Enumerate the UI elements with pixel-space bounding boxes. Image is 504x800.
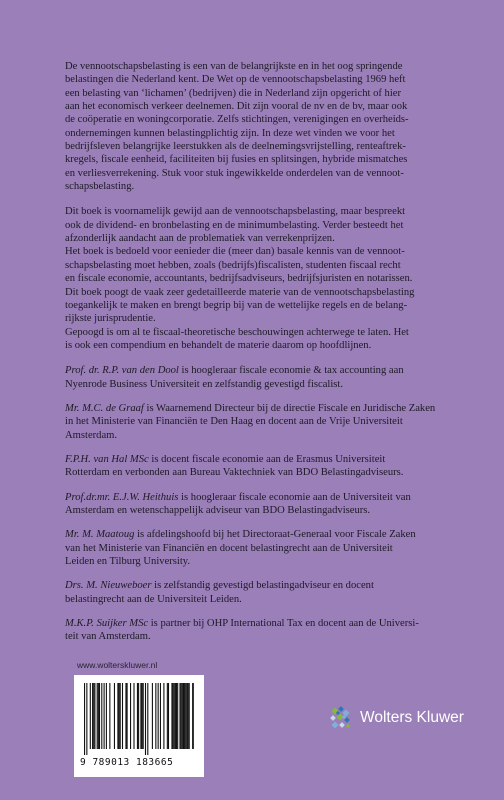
- about-line: toegankelijk te maken en brengt begrip bij van de wettelijke regels en de belang-: [65, 299, 408, 311]
- intro-line: de coöperatie en woningcorporatie. Zelfs stichtingen, verenigingen en overheids-: [65, 114, 409, 126]
- barcode-bar: [142, 683, 143, 749]
- barcode-bar: [183, 683, 184, 749]
- author-description: belastingrecht aan de Universiteit Leiden.: [65, 593, 242, 605]
- logo-tile: [346, 724, 350, 728]
- intro-paragraph: [65, 60, 460, 193]
- barcode-bar: [182, 683, 183, 749]
- author-bio-line: [65, 579, 460, 592]
- barcode-bar: [114, 683, 115, 749]
- author-bio: [65, 364, 460, 391]
- author-bio-line: [65, 378, 460, 391]
- author-bio-line: [65, 491, 460, 504]
- barcode-bar: [192, 683, 193, 749]
- barcode-bar: [94, 683, 95, 749]
- author-bio-line: [65, 617, 460, 630]
- author-name: Prof. dr. R.P. van den Dool: [65, 365, 179, 377]
- barcode-bar: [125, 683, 126, 749]
- about-line: Gepoogd is om al te fiscaal-theoretische beschouwingen achterwege te laten. Het: [65, 326, 409, 338]
- author-bio-line: [65, 504, 460, 517]
- logo-tile: [339, 722, 345, 728]
- barcode-bar: [93, 683, 94, 749]
- logo-tile: [330, 715, 336, 721]
- about-line: Het boek is bedoeld voor eenieder die (meer dan) basale kennis van de vennoot-: [65, 246, 405, 258]
- barcode-bar: [155, 683, 156, 749]
- author-bio-line: [65, 402, 460, 415]
- barcode-bar: [167, 683, 168, 749]
- publisher-logo: [326, 703, 464, 733]
- barcode-bar: [171, 683, 172, 749]
- intro-line: ondernemingen kunnen belastingplichtig zijn. In deze wet vinden we voor het: [65, 127, 395, 139]
- author-description: Leiden en Tilburg University.: [65, 556, 191, 567]
- barcode-bar: [109, 683, 110, 749]
- barcode-bar: [175, 683, 176, 749]
- barcode-bar: [193, 683, 194, 749]
- author-name: F.P.H. van Hal MSc: [65, 453, 149, 465]
- author-description: Nyenrode Business Universiteit en zelfstandig gevestigd fiscalist.: [65, 378, 344, 390]
- author-description: Amsterdam en wetenschappelijk adviseur van BDO Belastingadviseurs.: [65, 504, 371, 516]
- author-bio-line: [65, 555, 460, 568]
- about-line: ook de dividend- en bronbelasting en de minimumbelasting. Verder besteedt het: [65, 219, 404, 231]
- about-line: rijkste jurisprudentie.: [65, 313, 156, 325]
- intro-line: een belasting van ‘lichamen’ (bedrijven) die in Nederland zijn opgericht of hier: [65, 87, 402, 99]
- author-bio-line: [65, 630, 460, 643]
- author-description: is hoogleraar fiscale economie aan de Universiteit van: [178, 491, 411, 503]
- barcode-bar: [188, 683, 189, 749]
- intro-line: aan het economisch verkeer deelnemen. Dit zijn vooral de nv en de bv, maar ook: [65, 101, 408, 113]
- author-bio-line: [65, 542, 460, 555]
- author-description: is hoogleraar fiscale economie & tax accounting aan: [178, 365, 404, 377]
- barcode-bar: [92, 683, 93, 749]
- barcode-bar: [176, 683, 177, 749]
- barcode-bar: [90, 683, 91, 749]
- author-bio-line: [65, 415, 460, 428]
- wolters-kluwer-logo-icon: [326, 704, 354, 732]
- about-line: afzonderlijk aandacht aan de problematiek van verrekenprijzen.: [65, 233, 335, 245]
- barcode-bar: [177, 683, 178, 749]
- author-bio-line: [65, 466, 460, 479]
- barcode-bar: [104, 683, 105, 749]
- barcode-bar: [147, 683, 148, 755]
- barcode-bar: [117, 683, 118, 749]
- author-description: is partner bij OHP International Tax en docent aan de Universi-: [148, 618, 419, 630]
- barcode-bar: [84, 683, 85, 755]
- barcode-bar: [101, 683, 102, 749]
- barcode-bar: [174, 683, 175, 749]
- barcode-bars: [84, 683, 194, 755]
- barcode-bar: [179, 683, 180, 749]
- barcode-bar: [138, 683, 139, 749]
- author-description: is zelfstandig gevestigd belastingadviseur en docent: [151, 580, 374, 592]
- author-bio: [65, 617, 460, 644]
- barcode-bar: [163, 683, 164, 749]
- barcode-bar: [152, 683, 153, 749]
- barcode-bar: [173, 683, 174, 749]
- intro-line: belastingen die Nederland kent. De Wet op de vennootschapsbelasting 1969 heft: [65, 74, 406, 86]
- about-paragraph: [65, 205, 460, 352]
- about-line: Dit boek poogt de vaak zeer gedetailleerde materie van de vennootschapsbelasting: [65, 286, 415, 298]
- author-description: Rotterdam en verbonden aan Bureau Vaktechniek van BDO Belastingadviseurs.: [65, 467, 404, 479]
- barcode-bar: [185, 683, 186, 749]
- author-bio-line: [65, 453, 460, 466]
- about-line: is ook een compendium en behandelt de materie daarom op hoofdlijnen.: [65, 339, 372, 351]
- publisher-name: Wolters Kluwer: [360, 709, 464, 726]
- author-description: van het Ministerie van Financiën en docent belastingrecht aan de Universiteit: [65, 542, 393, 554]
- author-bio: [65, 491, 460, 518]
- barcode-bar: [99, 683, 100, 749]
- barcode-bar: [186, 683, 187, 749]
- author-description: is Waarnemend Directeur bij de directie Fiscale en Juridische Zaken: [143, 402, 436, 414]
- barcode-bar: [158, 683, 159, 749]
- author-name: M.K.P. Suijker MSc: [65, 618, 149, 630]
- author-bio-line: [65, 429, 460, 442]
- about-line: schapsbelasting moet hebben, zoals (bedrijfs)fiscalisten, studenten fiscaal recht: [65, 259, 401, 271]
- barcode-bar: [98, 683, 99, 749]
- barcode-bar: [145, 683, 146, 755]
- logo-tile: [331, 721, 338, 728]
- barcode-bar: [122, 683, 123, 749]
- barcode-bar: [106, 683, 107, 749]
- barcode-bar: [189, 683, 190, 749]
- logo-tile: [338, 706, 344, 712]
- intro-line: en verliesverrekening. Stuk voor stuk ingewikkelde onderdelen van de vennoot-: [65, 167, 404, 179]
- author-description: is afdelingshoofd bij het Directoraat-Generaal voor Fiscale Zaken: [134, 529, 416, 541]
- barcode-bar: [86, 683, 87, 755]
- barcode-bar: [168, 683, 169, 749]
- website-url[interactable]: www.wolterskluwer.nl: [77, 660, 158, 670]
- author-bio: [65, 528, 460, 568]
- barcode-bar: [120, 683, 121, 749]
- barcode-bar: [133, 683, 134, 749]
- barcode-bar: [181, 683, 182, 749]
- barcode-bar: [137, 683, 138, 749]
- author-name: Prof.dr.mr. E.J.W. Heithuis: [65, 491, 179, 503]
- author-bio: [65, 579, 460, 606]
- barcode-bar: [160, 683, 161, 749]
- barcode: [74, 675, 204, 777]
- author-bios: [65, 364, 460, 644]
- barcode-bar: [140, 683, 141, 749]
- author-description: teit van Amsterdam.: [65, 631, 151, 643]
- author-bio: [65, 402, 460, 442]
- barcode-bar: [127, 683, 128, 749]
- barcode-bar: [130, 683, 131, 749]
- barcode-bar: [119, 683, 120, 749]
- barcode-bar: [97, 683, 98, 749]
- author-name: Mr. M.C. de Graaf: [65, 402, 144, 414]
- author-bio-line: [65, 593, 460, 606]
- author-description: is docent fiscale economie aan de Erasmus Universiteit: [148, 453, 386, 465]
- author-name: Drs. M. Nieuweboer: [65, 580, 152, 592]
- isbn-number: 9 789013 183665: [80, 757, 174, 768]
- author-bio-line: [65, 528, 460, 541]
- about-line: Dit boek is voornamelijk gewijd aan de vennootschapsbelasting, maar bespreekt: [65, 206, 406, 218]
- intro-line: schapsbelasting.: [65, 181, 135, 193]
- author-description: Amsterdam.: [65, 429, 118, 441]
- author-bio: [65, 453, 460, 480]
- author-name: Mr. M. Maatoug: [65, 529, 135, 541]
- intro-line: De vennootschapsbelasting is een van de belangrijkste en in het oog springende: [65, 61, 403, 72]
- author-description: in het Ministerie van Financiën te Den Haag en docent aan de Vrije Universiteit: [65, 416, 403, 428]
- intro-line: kregels, fiscale eenheid, faciliteiten bij fusies en splitsingen, hybride mismatches: [65, 154, 408, 166]
- barcode-bar: [184, 683, 185, 749]
- about-line: en fiscale economie, accountants, bedrijfsadviseurs, bedrijfsjuristen en notarissen.: [65, 273, 413, 285]
- intro-line: bedrijfsleven belangrijke leerstukken als de deelnemingsvrijstelling, renteaftrek-: [65, 141, 406, 153]
- author-bio-line: [65, 364, 460, 377]
- barcode-bar: [143, 683, 144, 749]
- blurb: [65, 60, 460, 655]
